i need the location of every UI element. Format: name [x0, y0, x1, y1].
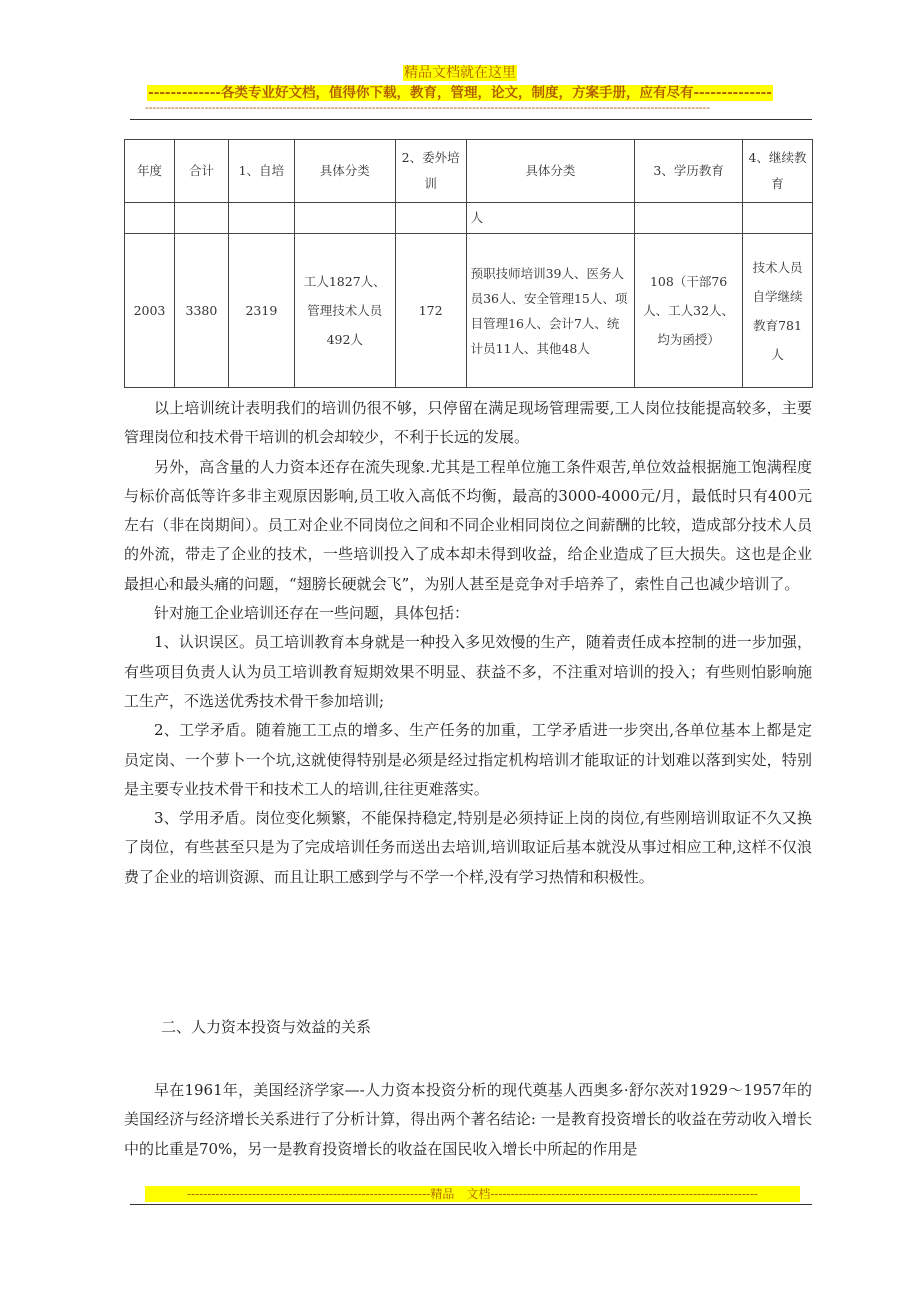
carry-cell — [228, 203, 294, 234]
table-row — [125, 234, 813, 388]
header-title-text: 精品文档就在这里 — [404, 65, 516, 81]
carry-cell — [395, 203, 466, 234]
final-paragraph-block — [124, 1076, 812, 1164]
paragraph: 2、工学矛盾。随着施工工点的增多、生产任务的加重，工学矛盾进一步突出,各单位基本上都是定员定岗、一个萝卜一个坑,这就使得特别是必须是经过指定机构培训才能取证的计划难以落到实处，特别是主要专业技术骨干和技术工人的培训,往往更难落实。 — [124, 721, 812, 798]
paragraph: 针对施工企业培训还存在一些问题，具体包括： — [154, 604, 470, 623]
paragraph: 以上培训统计表明我们的培训仍很不够，只停留在满足现场管理需要,工人岗位技能提高较多，主要管理岗位和技术骨干培训的机会却较少，不利于长远的发展。 — [124, 399, 812, 447]
footer-rule — [130, 1204, 812, 1205]
header-title — [0, 64, 920, 82]
header-cell-total: 合计 — [174, 140, 228, 203]
header-cell-year: 年度 — [125, 140, 175, 203]
body-paragraphs — [124, 394, 812, 892]
cell-outsourced: 172 — [395, 234, 466, 388]
cell-outsourced-detail: 预职技师培训39人、医务人员36人、安全管理15人、项目管理16人、会计7人、统计员11人、其他48人 — [466, 234, 635, 388]
section-heading: 二、人力资本投资与效益的关系 — [161, 1018, 372, 1036]
table-carry-row — [125, 203, 813, 234]
paragraph: 1、认识误区。员工培训教育本身就是一种投入多见效慢的生产，随着责任成本控制的进一步加强，有些项目负责人认为员工培训教育短期效果不明显、获益不多，不注重对培训的投入；有些则怕影响施工生产，不选送优秀技术骨干参加培训; — [124, 633, 812, 710]
header-cell-continuing: 4、继续教育 — [743, 140, 813, 203]
cell-total: 3380 — [174, 234, 228, 388]
carry-cell — [125, 203, 175, 234]
carry-cell: 人 — [466, 203, 635, 234]
carry-cell — [294, 203, 395, 234]
carry-cell — [174, 203, 228, 234]
header-subtitle-text: -------------各类专业好文档，值得你下载，教育，管理，论文，制度，方案手册，应有尽有-------------- — [148, 85, 772, 101]
header-cell-degree: 3、学历教育 — [635, 140, 743, 203]
cell-continuing: 技术人员自学继续教育781人 — [743, 234, 813, 388]
header-dash-line: -------------------------------------------------------------------------------------------------------------------------------------------------------- — [145, 102, 710, 114]
cell-self-detail: 工人1827人、管理技术人员492人 — [294, 234, 395, 388]
cell-self: 2319 — [228, 234, 294, 388]
header-rule — [130, 119, 812, 120]
training-stats-table — [124, 139, 813, 388]
paragraph: 3、学用矛盾。岗位变化频繁，不能保持稳定,特别是必须持证上岗的岗位,有些刚培训取证不久又换了岗位，有些甚至只是为了完成培训任务而送出去培训,培训取证后基本就没从事过相应工种,这样不仅浪费了企业的培训资源、而且让职工感到学与不学一个样,没有学习热情和积极性。 — [124, 809, 812, 886]
carry-cell — [743, 203, 813, 234]
table-header-row — [125, 140, 813, 203]
paragraph: 另外，高含量的人力资本还存在流失现象.尤其是工程单位施工条件艰苦,单位效益根据施工饱满程度与标价高低等许多非主观原因影响,员工收入高低不均衡，最高的3000-4000元/月，最低时只有400元左右（非在岗期间）。员工对企业不同岗位之间和不同企业相同岗位之间薪酬的比较，造成部分技术人员的外流，带走了企业的技术，一些培训投入了成本却未得到收益，给企业造成了巨大损失。这也是企业最担心和最头痛的问题，“翅膀长硬就会飞”，为别人甚至是竞争对手培养了，索性自己也减少培训了。 — [124, 457, 812, 593]
paragraph: 早在1961年，美国经济学家—-人力资本投资分析的现代奠基人西奥多·舒尔茨对1929～1957年的美国经济与经济增长关系进行了分析计算，得出两个著名结论: 一是教育投资增长的收益在劳动收入增长中的比重是70%，另一是教育投资增长的收益在国民收入增长中所起的作用是 — [124, 1081, 812, 1158]
header-cell-outsourced: 2、委外培训 — [395, 140, 466, 203]
header-subtitle — [0, 84, 920, 102]
footer-banner: ------------------------------------------------------------精品 文档------------------------------------------------------------------ — [145, 1186, 800, 1202]
cell-year: 2003 — [125, 234, 175, 388]
carry-cell — [635, 203, 743, 234]
header-cell-self-detail: 具体分类 — [294, 140, 395, 203]
cell-degree: 108（干部76人、工人32人、均为函授） — [635, 234, 743, 388]
header-cell-outsourced-detail: 具体分类 — [466, 140, 635, 203]
header-cell-self: 1、自培 — [228, 140, 294, 203]
